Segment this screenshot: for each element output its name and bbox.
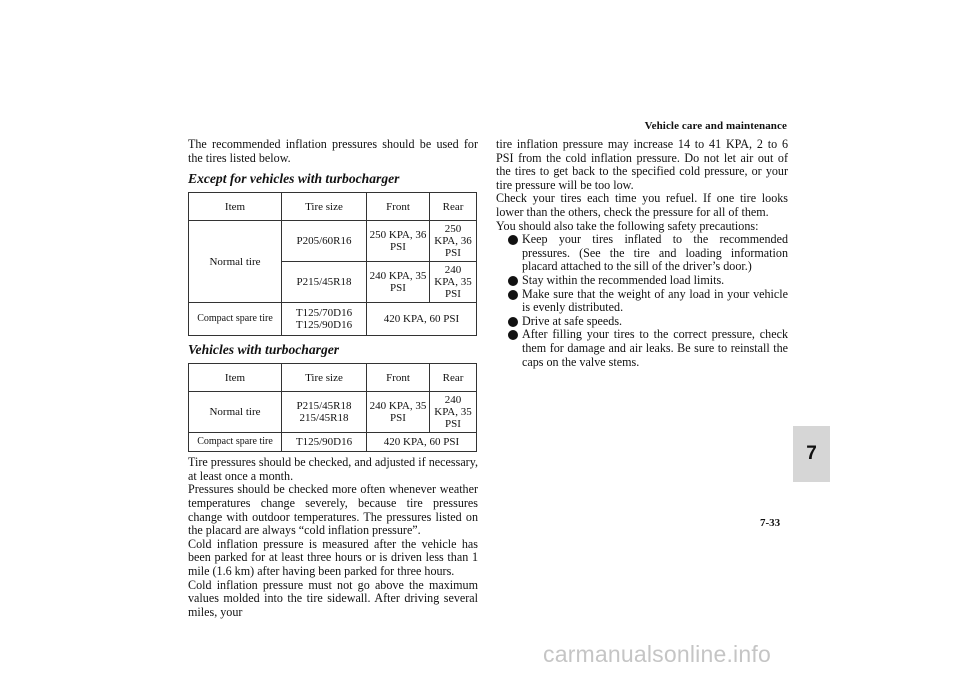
spare-pressure-cell: 420 KPA, 60 PSI [367,303,477,336]
body-paragraph: Cold inflation pressure must not go above the maximum values molded into the tire sidewall. After driving several miles, your [188,577,478,619]
list-item-text: Stay within the recommended load limits. [522,272,725,287]
list-item [496,315,788,329]
bullet-icon [508,330,518,340]
page-number: 7-33 [760,517,781,529]
list-item [496,274,788,288]
list-item [496,288,788,315]
front-pressure-cell: 250 KPA, 36 PSI [367,221,430,262]
list-item [496,233,788,274]
rear-pressure-cell: 250 KPA, 36 PSI [430,221,477,262]
rear-pressure-cell: 240 KPA, 35 PSI [430,262,477,303]
rear-pressure-cell: 240 KPA, 35 PSI [430,392,477,433]
bullet-icon [508,276,518,286]
section-heading-turbo: Vehicles with turbocharger [188,342,340,358]
left-column [188,138,478,619]
right-column [496,138,788,369]
running-header: Vehicle care and maintenance [644,120,787,132]
row-label: Normal tire [189,392,282,433]
watermark: carmanualsonline.info [543,641,771,667]
bullet-icon [508,317,518,327]
tire-size-cell: T125/90D16 [282,433,367,452]
bullet-icon [508,290,518,300]
body-paragraph: tire inflation pressure may increase 14 to 41 KPA, 2 to 6 PSI from the cold inflation pressure. Do not let air out of the tires to get back to the specified cold pressure, or your tire pressure will be too low. [496,137,788,192]
tire-pressure-table-turbo [188,363,477,452]
tire-size-cell: T125/70D16 T125/90D16 [282,303,367,336]
row-label: Compact spare tire [189,433,282,452]
tire-size-cell: P215/45R18 [282,262,367,303]
column-header: Item [189,364,282,392]
table-row [189,303,477,336]
body-paragraph: Check your tires each time you refuel. If one tire looks lower than the others, check the pressure for all of them. [496,191,788,219]
table-row [189,433,477,452]
table-row [189,221,477,262]
table-header-row [189,364,477,392]
safety-precautions-list [496,233,788,369]
column-header: Front [367,193,430,221]
table-row [189,392,477,433]
tire-size-cell: P205/60R16 [282,221,367,262]
chapter-tab: 7 [793,426,830,482]
column-header: Rear [430,364,477,392]
column-header: Front [367,364,430,392]
list-item-text: Make sure that the weight of any load in your vehicle is evenly distributed. [522,286,788,315]
body-paragraph: Tire pressures should be checked, and adjusted if necessary, at least once a month. [188,455,478,483]
tire-size-cell: P215/45R18 215/45R18 [282,392,367,433]
table-header-row [189,193,477,221]
bullet-icon [508,235,518,245]
body-paragraph: Cold inflation pressure is measured after the vehicle has been parked for at least three hours or is driven less than 1 mile (1.6 km) after having been parked for three hours. [188,536,478,578]
front-pressure-cell: 240 KPA, 35 PSI [367,392,430,433]
spare-pressure-cell: 420 KPA, 60 PSI [367,433,477,452]
section-heading-non-turbo: Except for vehicles with turbocharger [188,171,400,187]
list-item-text: After filling your tires to the correct pressure, check them for damage and air leaks. Be sure to reinstall the caps on the valve stems. [522,327,788,369]
row-label: Normal tire [189,221,282,303]
body-paragraph: You should also take the following safety precautions: [496,218,759,233]
front-pressure-cell: 240 KPA, 35 PSI [367,262,430,303]
intro-paragraph: The recommended inflation pressures should be used for the tires listed below. [188,137,478,165]
tire-pressure-table-non-turbo [188,192,477,336]
column-header: Rear [430,193,477,221]
column-header: Tire size [282,193,367,221]
list-item [496,328,788,369]
row-label: Compact spare tire [189,303,282,336]
column-header: Item [189,193,282,221]
body-paragraph: Pressures should be checked more often whenever weather temperatures change severely, because tire pressures change with outdoor temperatures. The pressures listed on the placard are always “cold inflation pressure”. [188,482,478,538]
column-header: Tire size [282,364,367,392]
list-item-text: Keep your tires inflated to the recommended pressures. (See the tire and loading information placard attached to the sill of the driver’s door.) [522,232,788,274]
list-item-text: Drive at safe speeds. [522,313,623,328]
